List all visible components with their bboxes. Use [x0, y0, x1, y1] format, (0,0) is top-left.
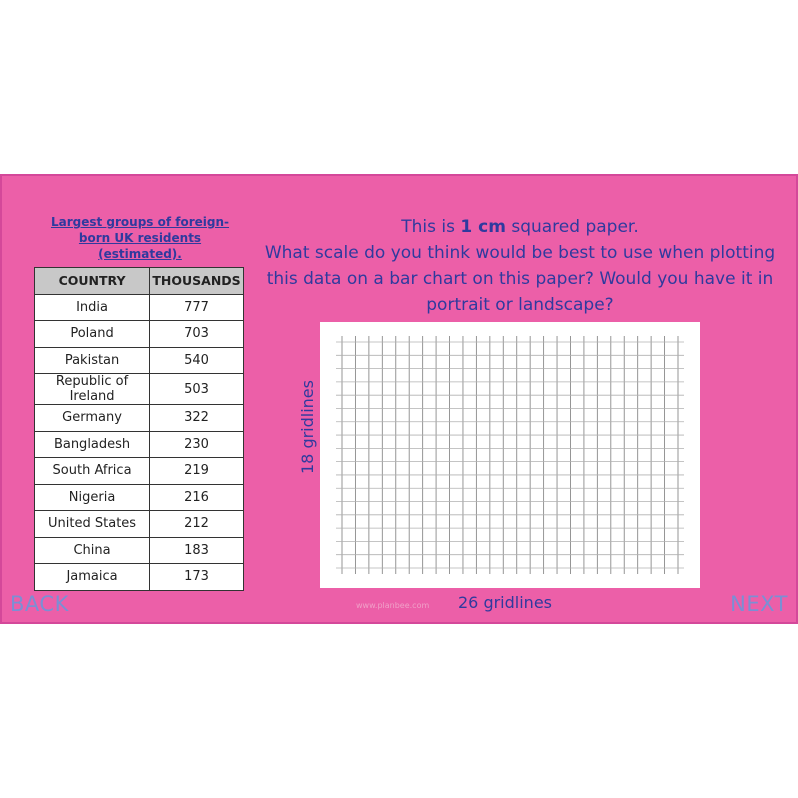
watermark: www.planbee.com — [356, 601, 430, 610]
grid-svg — [320, 322, 700, 588]
header-thousands: THOUSANDS — [150, 268, 244, 295]
squared-paper — [320, 322, 700, 588]
thousands-cell: 503 — [150, 374, 244, 405]
country-cell: India — [35, 294, 150, 321]
table-row — [35, 347, 244, 374]
question-line2: What scale do you think would be best to use when plotting this data on a bar chart on this paper? Would you have it in portrait or landscape? — [264, 243, 776, 315]
country-cell: Pakistan — [35, 347, 150, 374]
country-cell: Republic of Ireland — [35, 374, 150, 405]
table-row — [35, 405, 244, 432]
thousands-cell: 173 — [150, 564, 244, 591]
back-button[interactable]: BACK — [10, 592, 69, 616]
table-row — [35, 484, 244, 511]
country-cell: China — [35, 537, 150, 564]
header-country: COUNTRY — [35, 268, 150, 295]
thousands-cell: 703 — [150, 321, 244, 348]
thousands-cell: 183 — [150, 537, 244, 564]
country-cell: Jamaica — [35, 564, 150, 591]
country-cell: Bangladesh — [35, 431, 150, 458]
country-cell: Nigeria — [35, 484, 150, 511]
country-cell: Germany — [35, 405, 150, 432]
thousands-cell: 216 — [150, 484, 244, 511]
next-button[interactable]: NEXT — [730, 592, 788, 616]
table-row — [35, 294, 244, 321]
thousands-cell: 219 — [150, 458, 244, 485]
table-row — [35, 537, 244, 564]
slide — [0, 174, 798, 624]
thousands-cell: 212 — [150, 511, 244, 538]
table-row — [35, 564, 244, 591]
question-text — [250, 214, 790, 318]
thousands-cell: 322 — [150, 405, 244, 432]
horizontal-gridlines-label: 26 gridlines — [458, 593, 552, 612]
question-line1-bold: 1 cm — [460, 217, 506, 237]
table-row — [35, 511, 244, 538]
table-row — [35, 321, 244, 348]
table-header-row — [35, 268, 244, 295]
table-row — [35, 458, 244, 485]
vertical-gridlines-label: 18 gridlines — [298, 380, 317, 474]
country-cell: Poland — [35, 321, 150, 348]
question-line1-pre: This is — [401, 217, 461, 237]
thousands-cell: 777 — [150, 294, 244, 321]
country-cell: United States — [35, 511, 150, 538]
thousands-cell: 230 — [150, 431, 244, 458]
table-title: Largest groups of foreign-born UK residents (estimated). — [50, 215, 230, 261]
data-table — [34, 267, 244, 591]
table-row — [35, 431, 244, 458]
country-cell: South Africa — [35, 458, 150, 485]
question-line1-post: squared paper. — [505, 217, 639, 237]
thousands-cell: 540 — [150, 347, 244, 374]
table-row — [35, 374, 244, 405]
